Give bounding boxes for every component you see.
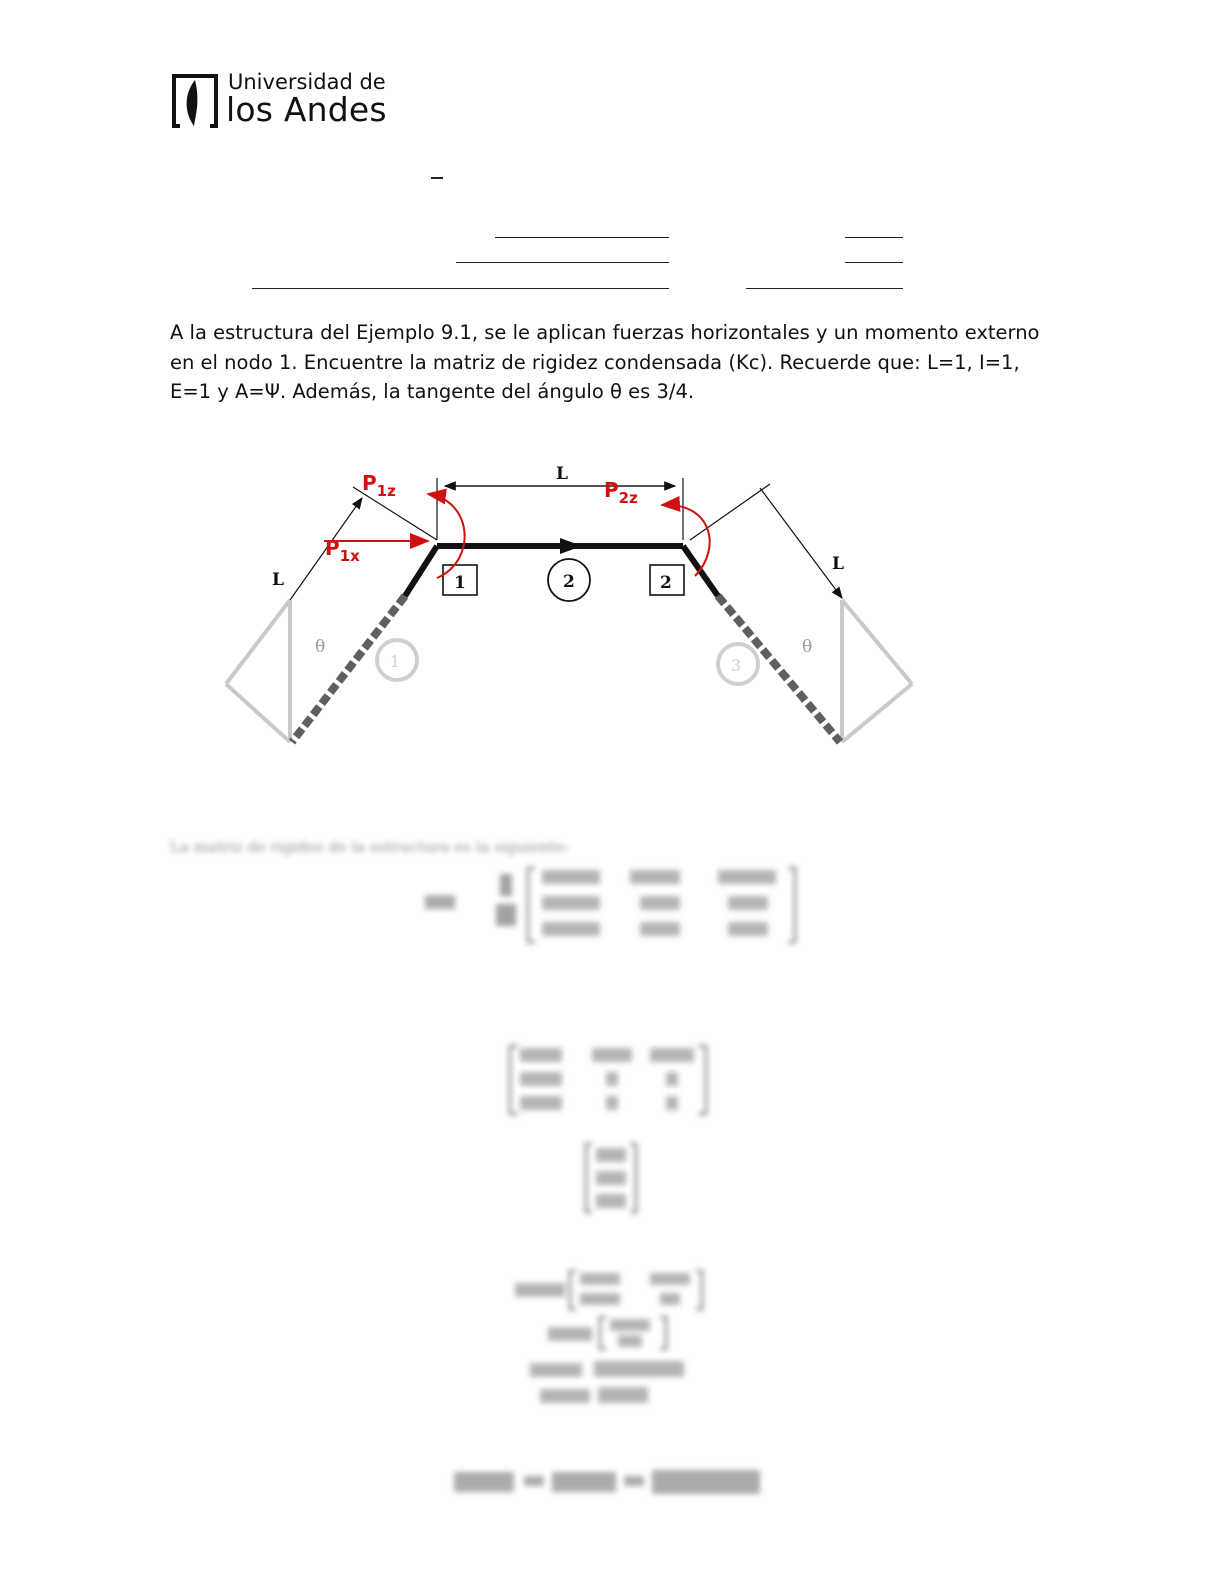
left-inclined-member <box>292 546 437 742</box>
left-angle-construction <box>226 600 290 742</box>
svg-text:1: 1 <box>390 652 401 671</box>
blurred-submatrices <box>510 1265 730 1415</box>
load-p2z-label: $P_{2z}$ <box>604 478 638 507</box>
blurred-reduced-matrix <box>500 1040 720 1120</box>
angle-right-label: θ <box>802 637 813 657</box>
problem-statement: A la estructura del Ejemplo 9.1, se le aplican fuerzas horizontales y un momento externo en el nodo 1. Encuentre la matriz de rigidez condensada (Kc). Recuerde que: L=1, I=1, E=1 y A=Ψ. Además, la tangente del ángulo θ es 3/4. <box>170 321 1040 403</box>
right-angle-construction <box>842 600 912 742</box>
svg-text:2: 2 <box>563 572 575 592</box>
load-p1x-label: $P_{1x}$ <box>325 536 360 565</box>
dimension-right-label: L <box>832 554 844 574</box>
logo-text-line2: los Andes <box>226 90 387 129</box>
dimension-top-label: L <box>556 464 568 484</box>
top-dimension <box>437 478 683 540</box>
svg-text:1: 1 <box>454 573 466 593</box>
member-direction-arrow-icon <box>560 538 582 554</box>
right-inclined-member <box>683 546 840 742</box>
node-1-marker <box>443 565 477 595</box>
blurred-vector <box>578 1138 648 1218</box>
blurred-condensed-formula <box>448 1462 768 1502</box>
right-dimension <box>690 484 842 598</box>
angle-left-label: θ <box>315 637 326 657</box>
svg-text:2: 2 <box>660 573 672 593</box>
node-2-marker <box>650 565 684 595</box>
svg-text:3: 3 <box>731 656 742 675</box>
blurred-stiffness-matrix <box>400 860 820 950</box>
logo-text-line1: Universidad de <box>228 70 386 94</box>
load-p1z-label: $P_{1z}$ <box>362 471 396 500</box>
element-3-marker <box>718 644 758 684</box>
dimension-left-label: L <box>272 570 284 590</box>
blurred-intro-line: La matriz de rigidez de la estructura es la siguiente: <box>170 838 570 856</box>
element-1-marker <box>377 640 417 680</box>
element-2-marker <box>548 559 590 601</box>
